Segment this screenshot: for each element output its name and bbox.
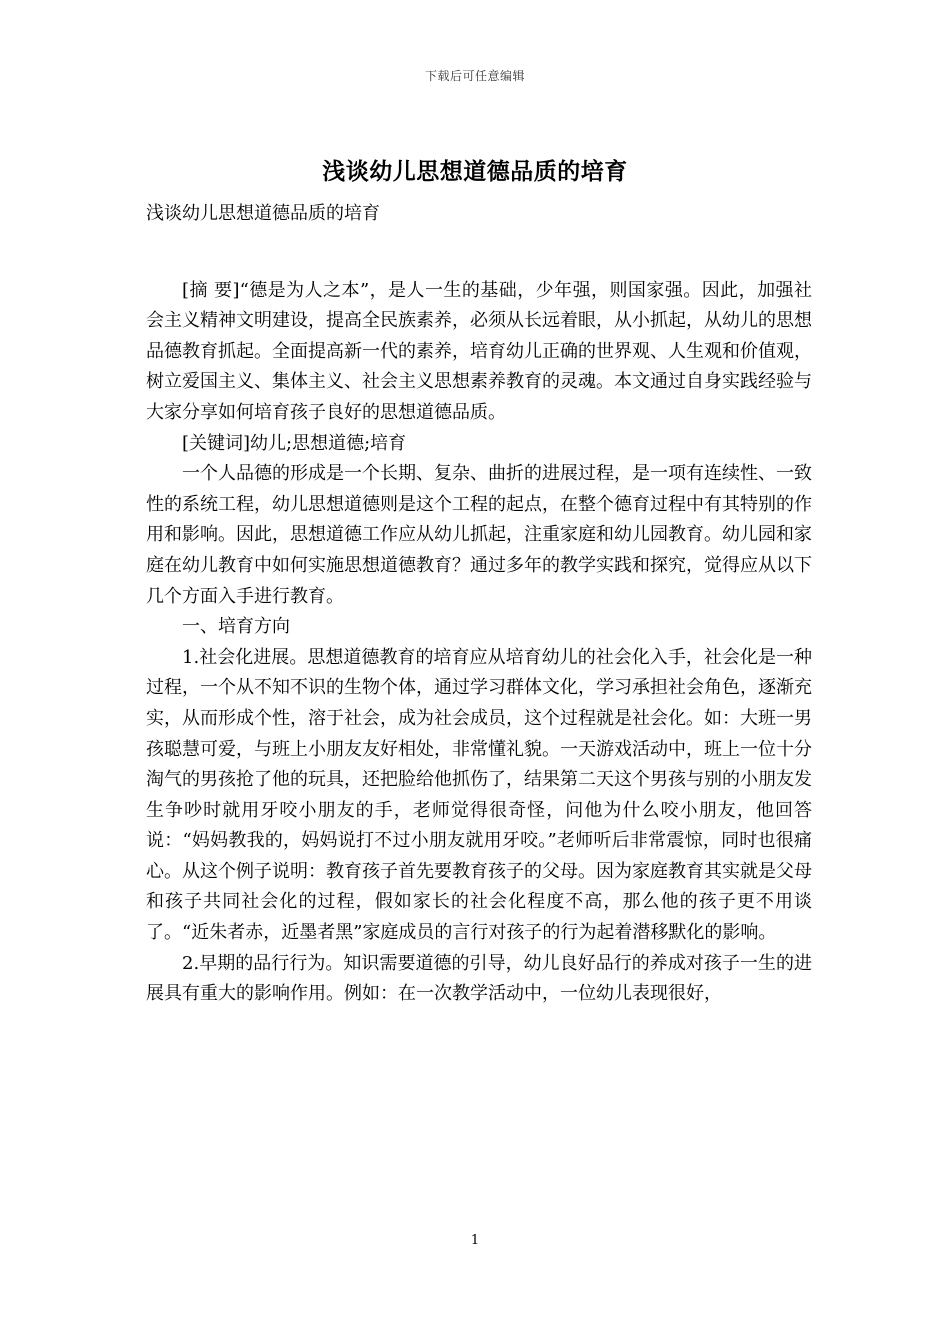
header-note: 下载后可任意编辑: [424, 69, 525, 83]
section-heading: 一、培育方向: [182, 616, 290, 638]
abstract-paragraph: [摘 要]“德是为人之本”，是人一生的基础，少年强，则国家强。因此，加强社会主义精神文明建设，提高全民族素养，必须从长远着眼，从小抓起，从幼儿的思想品德教育抓起。全面提高新一代的素养，培育幼儿正确的世界观、人生观和价值观，树立爱国主义、集体主义、社会主义思想素养教育的灵魂。本文通过自身实践经验与大家分享如何培育孩子良好的思想道德品质。: [146, 279, 812, 423]
body-paragraph: 1.社会化进展。思想道德教育的培育应从培育幼儿的社会化入手，社会化是一种过程，一个从不知不识的生物个体，通过学习群体文化，学习承担社会角色，逐渐充实，从而形成个性，溶于社会，成为社会成员，这个过程就是社会化。如：大班一男孩聪慧可爱，与班上小朋友友好相处，非常懂礼貌。一天游戏活动中，班上一位十分淘气的男孩抢了他的玩具，还把脸给他抓伤了，结果第二天这个男孩与别的小朋友发生争吵时就用牙咬小朋友的手，老师觉得很奇怪，问他为什么咬小朋友，他回答说：“妈妈教我的，妈妈说打不过小朋友就用牙咬。”老师听后非常震惊，同时也很痛心。从这个例子说明：教育孩子首先要教育孩子的父母。因为家庭教育其实就是父母和孩子共同社会化的过程，假如家长的社会化程度不高，那么他的孩子更不用谈了。“近朱者赤，近墨者黑”家庭成员的言行对孩子的行为起着潜移默化的影响。: [146, 646, 812, 944]
document-body: [146, 199, 812, 1010]
page-number: 1: [470, 1233, 480, 1248]
document-title: 浅谈幼儿思想道德品质的培育: [322, 158, 628, 185]
document-subtitle: 浅谈幼儿思想道德品质的培育: [146, 203, 380, 224]
keywords-paragraph: [关键词]幼儿;思想道德;培育: [182, 432, 407, 454]
intro-paragraph: 一个人品德的形成是一个长期、复杂、曲折的进展过程，是一项有连续性、一致性的系统工程，幼儿思想道德则是这个工程的起点，在整个德育过程中有其特别的作用和影响。因此，思想道德工作应从幼儿抓起，注重家庭和幼儿园教育。幼儿园和家庭在幼儿教育中如何实施思想道德教育？通过多年的教学实践和探究，觉得应从以下几个方面入手进行教育。: [146, 463, 812, 607]
body-paragraph: 2.早期的品行行为。知识需要道德的引导，幼儿良好品行的养成对孩子一生的进展具有重大的影响作用。例如：在一次教学活动中，一位幼儿表现很好，: [146, 952, 812, 1005]
